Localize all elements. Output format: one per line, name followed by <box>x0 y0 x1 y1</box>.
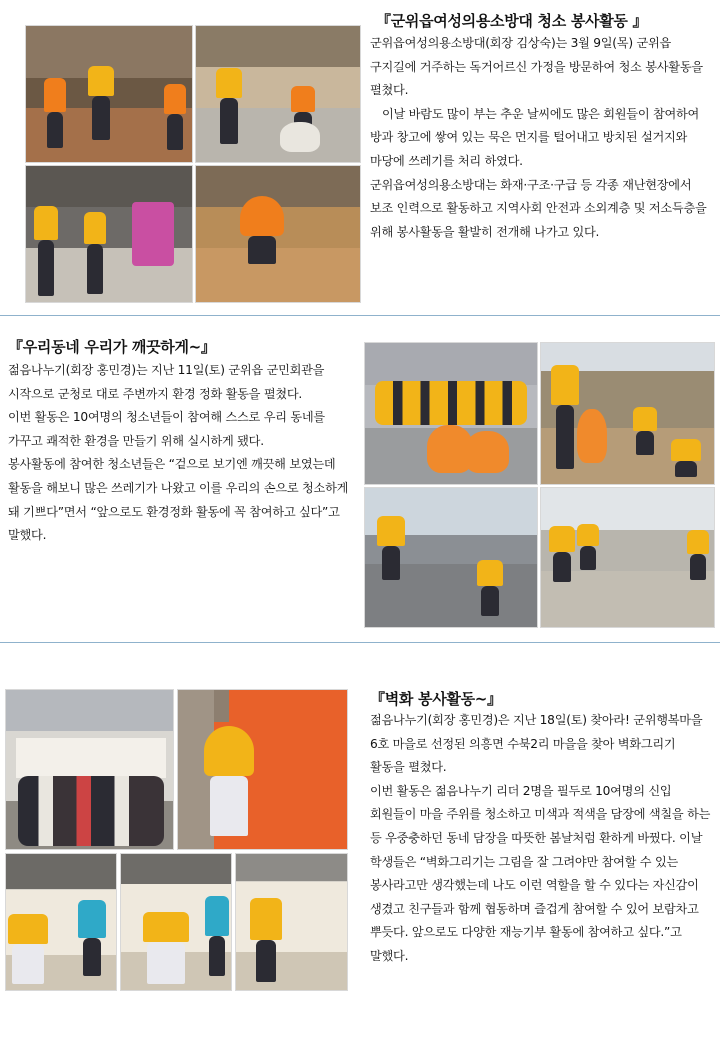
section-mural-painting <box>0 645 720 1040</box>
paragraph: 젊음나누기(회장 홍민경)은 지난 18일(토) 찾아라! 군위행복마을 6호 마을로 선정된 의흥면 수북2리 마을을 찾아 벽화그리기 활동을 펼쳤다. <box>370 713 703 775</box>
photo-cleanup-yard <box>195 25 361 163</box>
section-title: 『군위읍여성의용소방대 청소 봉사활동 』 <box>376 12 648 30</box>
photo-alley-cleanup <box>540 487 715 628</box>
paragraph: 이날 바람도 많이 부는 추운 날씨에도 많은 회원들이 참여하여 방과 창고에 쌓여 있는 묵은 먼지를 털어내고 방치된 설거지와 마당에 쓰레기를 처리 하였다. <box>370 106 700 168</box>
photo-roadside-cleanup <box>540 342 715 485</box>
article-body <box>8 359 353 548</box>
photo-wall-painting-3 <box>235 853 348 991</box>
photo-painting-orange-wall <box>177 689 348 850</box>
section-title: 『우리동네 우리가 깨끗하게~』 <box>8 338 216 356</box>
section-divider <box>0 642 720 643</box>
article-body <box>370 32 713 244</box>
photo-mural-group <box>5 689 174 850</box>
photo-cleanup-blanket <box>25 165 193 303</box>
photo-wall-painting-1 <box>5 853 117 991</box>
photo-wall-painting-2 <box>120 853 232 991</box>
photo-cleanup-kitchen <box>195 165 361 303</box>
paragraph: 군위읍여성의용소방대(회장 김상숙)는 3월 9일(목) 군위읍 구지길에 거주하는 독거어르신 가정을 방문하여 청소 봉사활동을 펼쳤다. <box>370 36 703 98</box>
section-title: 『벽화 봉사활동~』 <box>370 690 502 708</box>
article-body <box>370 709 713 969</box>
section-neighborhood-cleanup <box>0 318 720 638</box>
paragraph: 젊음나누기(회장 홍민경)는 지난 11일(토) 군위읍 군민회관을 시작으로 군청로 대로 주변까지 환경 정화 활동을 펼쳤다. <box>8 363 325 401</box>
photo-group-trash-bags <box>364 342 538 485</box>
section-firefighters-cleanup <box>0 0 720 312</box>
paragraph: 봉사활동에 참여한 청소년들은 “겉으로 보기엔 깨끗해 보였는데 활동을 해보니 많은 쓰레기가 나왔고 이를 우리의 손으로 청소하게 돼 기쁘다”면서 “앞으로도 환경정화 활동에 꼭 참여하고 싶다”고 말했다. <box>8 457 349 543</box>
paragraph: 이번 활동은 10여명의 청소년들이 참여해 스스로 우리 동네를 가꾸고 쾌적한 환경을 만들기 위해 실시하게 됐다. <box>8 410 325 448</box>
section-divider <box>0 315 720 316</box>
photo-stone-wall-cleanup <box>364 487 538 628</box>
paragraph: 이번 활동은 젊음나누기 리더 2명을 필두로 10여명의 신입 회원들이 마을 주위를 청소하고 미색과 적색을 담장에 색칠을 하는 등 우중충하던 동네 담장을 따뜻한 봄날처럼 환하게 바꿨다. 이날 학생들은 “벽화그리기는 그림을 잘 그려야만 참여할 수 있는 봉사라고만 생각했는데 나도 이런 역할을 할 수 있다는 자신감이 생겼고 친구들과 함께 협동하며 즐겁게 참여할 수 있어 보람차고 뿌듯다. 앞으로도 다양한 재능기부 활동에 참여하고 싶다.”고 말했다. <box>370 783 711 963</box>
photo-cleanup-storage-room <box>25 25 193 163</box>
paragraph: 군위읍여성의용소방대는 화재·구조·구급 등 각종 재난현장에서 보조 인력으로 활동하고 지역사회 안전과 소외계층 및 저소득층을 위해 봉사활동을 활발히 전개해 나가고 있다. <box>370 177 707 239</box>
